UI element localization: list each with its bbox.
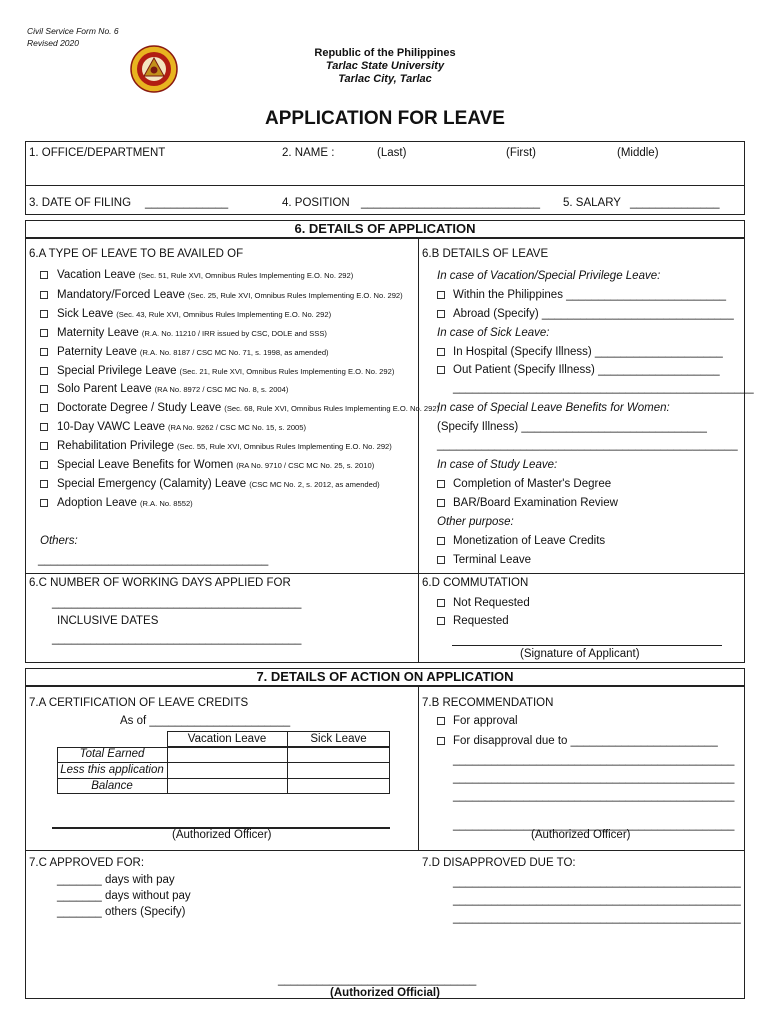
applicant-signature-label: (Signature of Applicant) [520, 648, 640, 660]
days-without-pay-field[interactable]: _______ days without pay [57, 890, 191, 902]
section6-divider [418, 238, 419, 663]
sick-leave-extra-field[interactable]: _______________________________________________ [453, 382, 754, 394]
leave-type-item [57, 288, 403, 303]
leave-type-checkbox[interactable] [40, 291, 48, 299]
section6-title: 6. DETAILS OF APPLICATION [25, 220, 745, 238]
leave-type-label: Solo Parent Leave [57, 383, 152, 395]
position-label: 4. POSITION [282, 197, 350, 209]
leave-type-label: Sick Leave [57, 308, 114, 320]
authorized-official-line[interactable]: _______________________________ [278, 974, 477, 986]
for-approval-label: For approval [453, 715, 518, 727]
office-label: 1. OFFICE/DEPARTMENT [29, 147, 166, 159]
leave-type-label: Special Leave Benefits for Women [57, 459, 234, 471]
requested-label: Requested [453, 615, 509, 627]
leave-type-label: Vacation Leave [57, 269, 136, 281]
leave-type-reference: (Sec. 51, Rule XVI, Omnibus Rules Implementing E.O. No. 292) [138, 271, 354, 280]
within-philippines-label: Within the Philippines _________________________ [453, 289, 727, 301]
type-of-leave-heading: 6.A TYPE OF LEAVE TO BE AVAILED OF [29, 248, 244, 260]
leave-type-item [57, 268, 353, 283]
leave-type-item [57, 439, 392, 454]
leave-type-checkbox[interactable] [40, 385, 48, 393]
out-patient-checkbox[interactable] [437, 366, 445, 374]
leave-type-label: Special Privilege Leave [57, 365, 177, 377]
name-last-label: (Last) [377, 147, 407, 159]
row-balance: Balance [91, 780, 133, 792]
leave-type-label: Maternity Leave [57, 327, 139, 339]
leave-type-reference: (CSC MC No. 2, s. 2012, as amended) [249, 480, 380, 489]
disapproved-reason-line-3[interactable]: _____________________________________________ [453, 912, 741, 924]
date-of-filing-label: 3. DATE OF FILING [29, 197, 132, 209]
leave-type-label: Special Emergency (Calamity) Leave [57, 478, 247, 490]
page-title: APPLICATION FOR LEAVE [265, 108, 505, 129]
bar-review-checkbox[interactable] [437, 499, 445, 507]
section6-row-divider [25, 573, 745, 574]
university-name: Tarlac State University [325, 60, 445, 72]
leave-type-checkbox[interactable] [40, 367, 48, 375]
leave-type-item [57, 420, 306, 435]
details-of-leave-heading: 6.B DETAILS OF LEAVE [422, 248, 549, 260]
leave-type-checkbox[interactable] [40, 480, 48, 488]
leave-credits-table [57, 731, 390, 794]
leave-type-checkbox[interactable] [40, 499, 48, 507]
masters-degree-checkbox[interactable] [437, 480, 445, 488]
leave-type-item [57, 326, 327, 341]
date-of-filing-field[interactable]: _____________ [145, 197, 229, 209]
university-city: Tarlac City, Tarlac [338, 73, 432, 85]
women-specify-field[interactable]: (Specify Illness) _____________________________ [437, 421, 707, 433]
leave-type-label: Doctorate Degree / Study Leave [57, 402, 222, 414]
sick-leave-heading: In case of Sick Leave: [437, 327, 550, 339]
leave-type-checkbox[interactable] [40, 442, 48, 450]
leave-type-item [57, 382, 288, 397]
row-total-earned: Total Earned [79, 748, 145, 760]
not-requested-label: Not Requested [453, 597, 530, 609]
republic-text: Republic of the Philippines [314, 47, 456, 59]
leave-type-reference: (RA No. 9710 / CSC MC No. 25, s. 2010) [236, 461, 375, 470]
leave-type-label: Mandatory/Forced Leave [57, 289, 185, 301]
leave-type-checkbox[interactable] [40, 423, 48, 431]
abroad-checkbox[interactable] [437, 310, 445, 318]
disapproval-line[interactable]: ____________________________________________ [453, 819, 735, 831]
leave-type-reference: (RA No. 9262 / CSC MC No. 15, s. 2005) [168, 423, 307, 432]
leave-type-reference: (Sec. 21, Rule XVI, Omnibus Rules Implementing E.O. No. 292) [179, 367, 395, 376]
salary-field[interactable]: ______________ [630, 197, 720, 209]
leave-type-checkbox[interactable] [40, 271, 48, 279]
study-leave-heading: In case of Study Leave: [437, 459, 558, 471]
leave-type-reference: (Sec. 55, Rule XVI, Omnibus Rules Implementing E.O. No. 292) [176, 442, 392, 451]
leave-type-item [57, 496, 193, 511]
approved-for-heading: 7.C APPROVED FOR: [29, 857, 145, 869]
masters-degree-label: Completion of Master's Degree [453, 478, 612, 490]
out-patient-label: Out Patient (Specify Illness) ___________________ [453, 364, 720, 376]
leave-type-reference: (Sec. 68, Rule XVI, Omnibus Rules Implementing E.O. No. 292) [224, 404, 440, 413]
leave-type-item [57, 307, 331, 322]
section7-title: 7. DETAILS OF ACTION ON APPLICATION [25, 668, 745, 686]
col-vacation-leave: Vacation Leave [187, 733, 267, 745]
monetization-label: Monetization of Leave Credits [453, 535, 606, 547]
leave-type-reference: (R.A. No. 11210 / IRR issued by CSC, DOLE and SSS) [141, 329, 327, 338]
leave-type-reference: (R.A. No. 8552) [139, 499, 193, 508]
within-philippines-checkbox[interactable] [437, 291, 445, 299]
divider [25, 185, 745, 186]
for-disapproval-label: For disapproval due to _______________________ [453, 735, 718, 747]
section7-divider [418, 686, 419, 850]
disapproval-line[interactable]: ____________________________________________ [453, 790, 735, 802]
days-with-pay-field[interactable]: _______ days with pay [57, 874, 175, 886]
position-field[interactable]: ____________________________ [361, 197, 541, 209]
applicant-signature-line[interactable] [452, 645, 722, 646]
certification-heading: 7.A CERTIFICATION OF LEAVE CREDITS [29, 697, 249, 709]
working-days-field[interactable]: _______________________________________ [52, 597, 302, 609]
disapproval-line[interactable]: ____________________________________________ [453, 754, 735, 766]
disapproved-due-to-heading: 7.D DISAPPROVED DUE TO: [422, 857, 576, 869]
vacation-leave-heading: In case of Vacation/Special Privilege Leave: [437, 270, 661, 282]
for-approval-checkbox[interactable] [437, 717, 445, 725]
working-days-heading: 6.C NUMBER OF WORKING DAYS APPLIED FOR [29, 577, 291, 589]
section7-row-divider [25, 850, 745, 851]
leave-type-label: Paternity Leave [57, 346, 137, 358]
terminal-leave-label: Terminal Leave [453, 554, 531, 566]
leave-type-checkbox[interactable] [40, 329, 48, 337]
others-field[interactable]: ____________________________________ [38, 554, 269, 566]
leave-type-item [57, 345, 329, 360]
form-revision: Revised 2020 [27, 38, 79, 48]
leave-type-checkbox[interactable] [40, 310, 48, 318]
leave-type-checkbox[interactable] [40, 461, 48, 469]
leave-type-reference: (RA No. 8972 / CSC MC No. 8, s. 2004) [154, 385, 289, 394]
leave-type-item [57, 458, 374, 473]
abroad-label: Abroad (Specify) ______________________________ [453, 308, 734, 320]
leave-type-checkbox[interactable] [40, 348, 48, 356]
as-of-field[interactable]: As of ______________________ [120, 715, 291, 727]
recommendation-heading: 7.B RECOMMENDATION [422, 697, 554, 709]
leave-type-reference: (R.A. No. 8187 / CSC MC No. 71, s. 1998, as amended) [139, 348, 329, 357]
leave-type-item [57, 364, 394, 379]
inclusive-dates-field[interactable]: _______________________________________ [52, 633, 302, 645]
others-label: Others: [40, 535, 78, 547]
for-disapproval-checkbox[interactable] [437, 737, 445, 745]
in-hospital-checkbox[interactable] [437, 348, 445, 356]
commutation-heading: 6.D COMMUTATION [422, 577, 529, 589]
women-leave-heading: In case of Special Leave Benefits for Women: [437, 402, 670, 414]
name-label[interactable]: 2. NAME : [282, 147, 335, 159]
disapproval-line[interactable]: ____________________________________________ [453, 772, 735, 784]
leave-type-reference: (Sec. 43, Rule XVI, Omnibus Rules Implementing E.O. No. 292) [116, 310, 332, 319]
form-number: Civil Service Form No. 6 [27, 26, 119, 36]
authorized-official-label: (Authorized Official) [330, 987, 440, 999]
others-specify-field[interactable]: _______ others (Specify) [57, 906, 186, 918]
women-extra-field[interactable]: _______________________________________________ [437, 439, 738, 451]
authorized-officer-label-b: (Authorized Officer) [531, 829, 631, 841]
not-requested-checkbox[interactable] [437, 599, 445, 607]
disapproved-reason-line-2[interactable]: _____________________________________________ [453, 894, 741, 906]
col-sick-leave: Sick Leave [310, 733, 367, 745]
leave-type-label: Adoption Leave [57, 497, 137, 509]
terminal-leave-checkbox[interactable] [437, 556, 445, 564]
leave-type-label: 10-Day VAWC Leave [57, 421, 166, 433]
monetization-checkbox[interactable] [437, 537, 445, 545]
leave-type-item [57, 477, 380, 492]
in-hospital-label: In Hospital (Specify Illness) ____________________ [453, 346, 723, 358]
requested-checkbox[interactable] [437, 617, 445, 625]
leave-type-item [57, 401, 439, 416]
authorized-officer-label-a: (Authorized Officer) [172, 829, 272, 841]
leave-type-checkbox[interactable] [40, 404, 48, 412]
name-middle-label: (Middle) [617, 147, 659, 159]
leave-type-reference: (Sec. 25, Rule XVI, Omnibus Rules Implementing E.O. No. 292) [187, 291, 403, 300]
other-purpose-heading: Other purpose: [437, 516, 514, 528]
row-less-this-application: Less this application [60, 764, 164, 776]
salary-label: 5. SALARY [563, 197, 621, 209]
inclusive-dates-label: INCLUSIVE DATES [57, 615, 159, 627]
leave-type-label: Rehabilitation Privilege [57, 440, 174, 452]
disapproved-reason-line-1[interactable]: _____________________________________________ [453, 876, 741, 888]
bar-review-label: BAR/Board Examination Review [453, 497, 618, 509]
name-first-label: (First) [506, 147, 537, 159]
